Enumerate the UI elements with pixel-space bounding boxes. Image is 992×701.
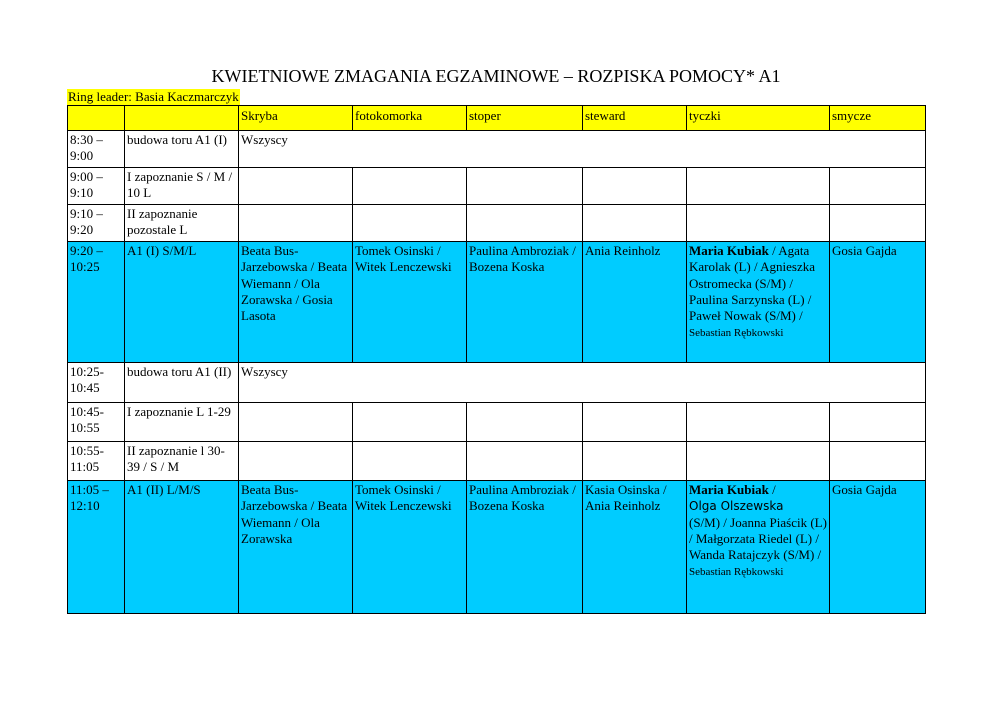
empty-cell [353,205,467,242]
activity-cell: A1 (II) L/M/S [125,481,239,614]
empty-cell [353,403,467,442]
header-cell-steward: steward [583,106,687,131]
empty-cell [353,442,467,481]
empty-cell [583,403,687,442]
ring-leader: Ring leader: Basia Kaczmarczyk [68,89,239,104]
empty-cell [353,168,467,205]
empty-cell [830,442,926,481]
empty-cell [467,205,583,242]
tyczki-cell [687,481,830,614]
skryba-cell: Beata Bus-Jarzebowska / Beata Wiemann / Ola Zorawska / Gosia Lasota [239,242,353,363]
table-row [68,168,926,205]
time-cell: 11:05 – 12:10 [68,481,125,614]
tyczki-names: / Agata Karolak (L) / Agnieszka Ostromecka (S/M) / Paulina Sarzynska (L) / Paweł Nowak (S/M) / [689,243,815,324]
tyczki-small-name: Sebastian Rębkowski [689,566,784,579]
activity-cell: II zapoznanie pozostale L [125,205,239,242]
empty-cell [467,168,583,205]
all-helpers-cell: Wszyscy [239,131,926,168]
table-row [68,442,926,481]
activity-cell: I zapoznanie L 1-29 [125,403,239,442]
header-cell-time [68,106,125,131]
header-cell-skryba: Skryba [239,106,353,131]
header-cell-activity [125,106,239,131]
tyczki-lead-name: Maria Kubiak [689,243,769,258]
table-row [68,131,926,168]
empty-cell [239,442,353,481]
header-cell-smycze: smycze [830,106,926,131]
activity-cell: budowa toru A1 (I) [125,131,239,168]
activity-cell: budowa toru A1 (II) [125,363,239,403]
table-row [68,205,926,242]
fotokomorka-cell: Tomek Osinski / Witek Lenczewski [353,242,467,363]
empty-cell [583,205,687,242]
empty-cell [687,205,830,242]
header-row [68,106,926,131]
time-cell: 9:00 – 9:10 [68,168,125,205]
fotokomorka-cell: Tomek Osinski / Witek Lenczewski [353,481,467,614]
all-helpers-cell: Wszyscy [239,363,926,403]
table-row [68,403,926,442]
time-cell: 10:25- 10:45 [68,363,125,403]
smycze-cell: Gosia Gajda [830,242,926,363]
empty-cell [687,168,830,205]
tyczki-lead-name: Maria Kubiak [689,482,769,497]
tyczki-cell [687,242,830,363]
time-cell: 8:30 – 9:00 [68,131,125,168]
table-row [68,242,926,363]
schedule-table [67,105,926,614]
empty-cell [239,205,353,242]
time-cell: 9:20 – 10:25 [68,242,125,363]
skryba-cell: Beata Bus-Jarzebowska / Beata Wiemann / Ola Zorawska [239,481,353,614]
tyczki-separator: / [768,482,776,497]
stoper-cell: Paulina Ambroziak / Bozena Koska [467,242,583,363]
steward-cell: Ania Reinholz [583,242,687,363]
tyczki-sans-name: Olga Olszewska [689,499,784,514]
activity-cell: II zapoznanie l 30-39 / S / M [125,442,239,481]
time-cell: 9:10 – 9:20 [68,205,125,242]
empty-cell [239,403,353,442]
tyczki-names: (S/M) / Joanna Piaścik (L) / Małgorzata Riedel (L) / Wanda Ratajczyk (S/M) / [689,514,827,563]
header-cell-fotokomorka: fotokomorka [353,106,467,131]
activity-cell: A1 (I) S/M/L [125,242,239,363]
activity-cell: I zapoznanie S / M / 10 L [125,168,239,205]
time-cell: 10:45- 10:55 [68,403,125,442]
tyczki-small-name: Sebastian Rębkowski [689,327,784,340]
empty-cell [830,168,926,205]
header-cell-tyczki: tyczki [687,106,830,131]
empty-cell [583,442,687,481]
empty-cell [467,403,583,442]
empty-cell [687,403,830,442]
table-row [68,363,926,403]
stoper-cell: Paulina Ambroziak / Bozena Koska [467,481,583,614]
header-cell-stoper: stoper [467,106,583,131]
empty-cell [687,442,830,481]
steward-cell: Kasia Osinska / Ania Reinholz [583,481,687,614]
empty-cell [583,168,687,205]
empty-cell [239,168,353,205]
empty-cell [830,205,926,242]
empty-cell [830,403,926,442]
smycze-cell: Gosia Gajda [830,481,926,614]
time-cell: 10:55- 11:05 [68,442,125,481]
table-row [68,481,926,614]
empty-cell [467,442,583,481]
document-title: KWIETNIOWE ZMAGANIA EGZAMINOWE – ROZPISKA POMOCY* A1 [211,66,781,86]
